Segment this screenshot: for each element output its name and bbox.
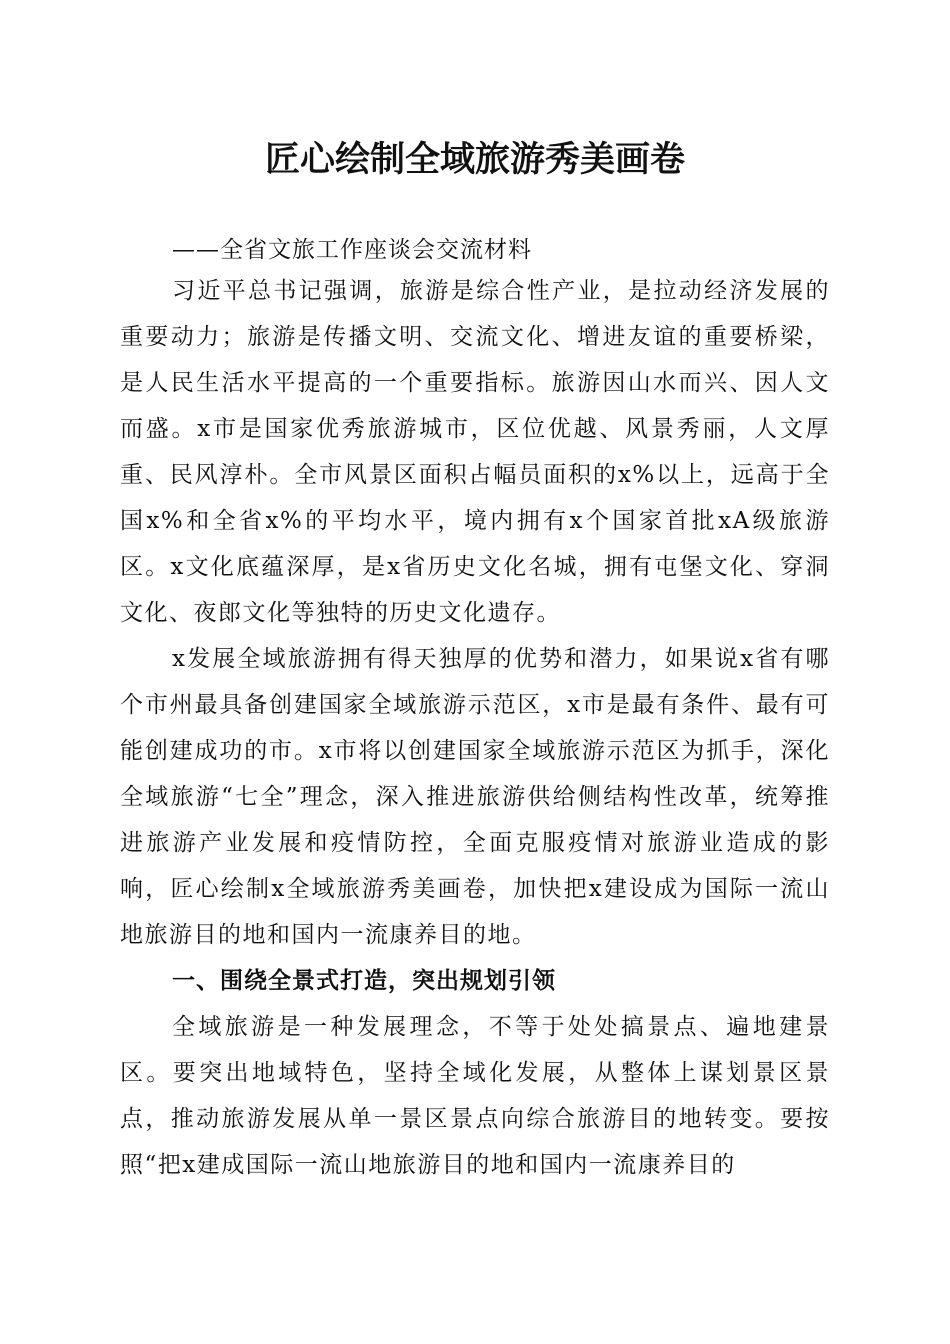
document-title: 匠心绘制全域旅游秀美画卷 — [264, 140, 685, 180]
section-heading-1: 一、围绕全景式打造，突出规划引领 — [172, 968, 556, 994]
section-1-paragraph: 全域旅游是一种发展理念，不等于处处搞景点、遍地建景区。要突出地域特色，坚持全域化发展，从整体上谋划景区景点，推动旅游发展从单一景区景点向综合旅游目的地转变。要按照“把x建成国际一流山地旅游目的地和国内一流康养目的 — [120, 1014, 830, 1178]
document-subtitle: ——全省文旅工作座谈会交流材料 — [172, 237, 532, 263]
document-body — [120, 136, 830, 1188]
intro-paragraph-1: 习近平总书记强调，旅游是综合性产业，是拉动经济发展的重要动力；旅游是传播文明、交流文化、增进友谊的重要桥梁，是人民生活水平提高的一个重要指标。旅游因山水而兴、因人文而盛。x市是国家优秀旅游城市，区位优越、风景秀丽，人文厚重、民风淳朴。全市风景区面积占幅员面积的x%以上，远高于全国x%和全省x%的平均水平，境内拥有x个国家首批xA级旅游区。x文化底蕴深厚，是x省历史文化名城，拥有屯堡文化、穿洞文化、夜郎文化等独特的历史文化遗存。 — [120, 278, 830, 626]
intro-paragraph-2: x发展全域旅游拥有得天独厚的优势和潜力，如果说x省有哪个市州最具备创建国家全域旅游示范区，x市是最有条件、最有可能创建成功的市。x市将以创建国家全域旅游示范区为抓手，深化全域旅游“七全”理念，深入推进旅游供给侧结构性改革，统筹推进旅游产业发展和疫情防控，全面克服疫情对旅游业造成的影响，匠心绘制x全域旅游秀美画卷，加快把x建设成为国际一流山地旅游目的地和国内一流康养目的地。 — [120, 646, 830, 948]
